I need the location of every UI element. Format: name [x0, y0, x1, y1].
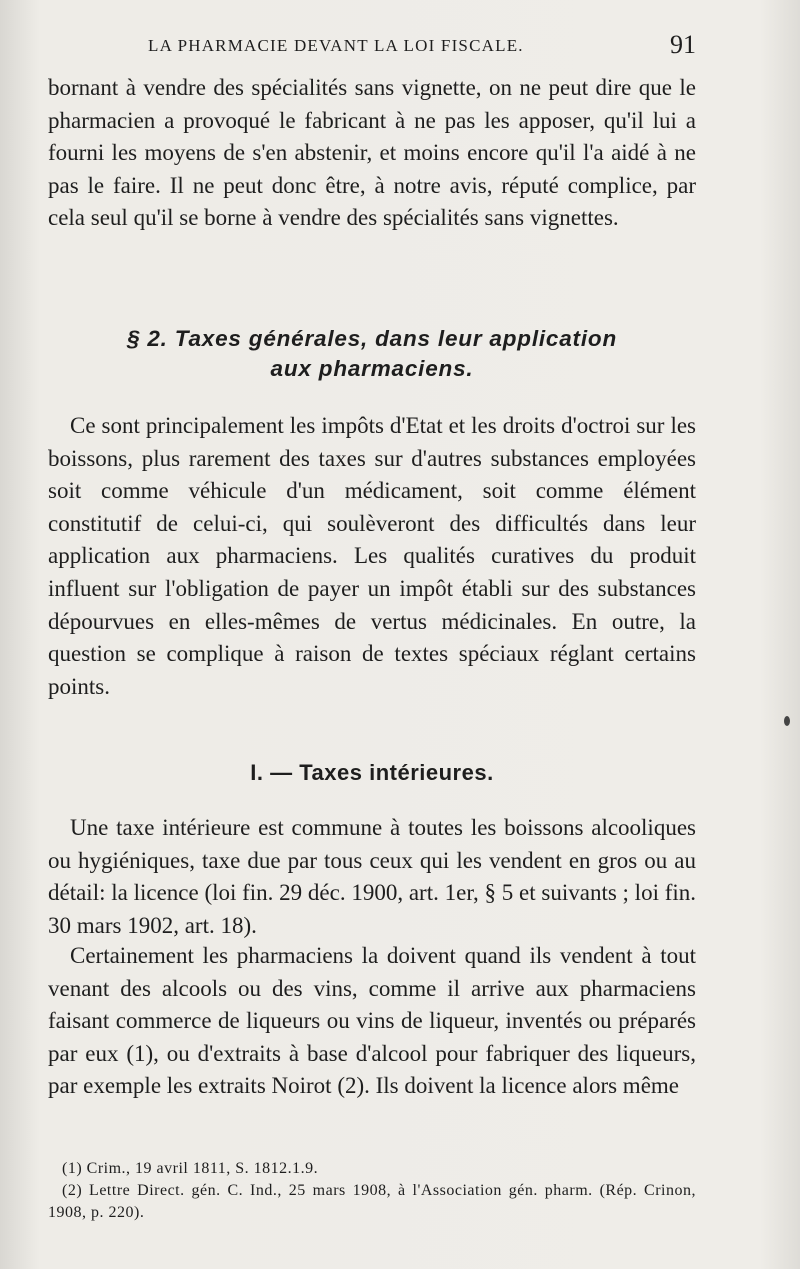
paragraph-3-container [48, 812, 696, 942]
page-number: 91 [670, 30, 696, 59]
subsection-heading: I. — Taxes intérieures. [250, 760, 494, 785]
paragraph-1-container [48, 72, 696, 235]
footnotes [48, 1158, 696, 1224]
footnote-2: (2) Lettre Direct. gén. C. Ind., 25 mars 1908, à l'Association gén. pharm. (Rép. Crinon, 1908, p. 220). [48, 1182, 696, 1221]
paragraph-2: Ce sont principalement les impôts d'Etat et les droits d'octroi sur les boissons, plus rarement des taxes sur d'autres substances employées soit comme véhicule d'un médicament, soit comme élément constitutif de celui-ci, qui soulèveront des difficultés dans leur application aux pharmaciens. Les qualités curatives du produit influent sur l'obligation de payer un impôt établi sur des substances dépourvues en elles-mêmes de vertus médicinales. En outre, la question se complique à raison de textes spéciaux réglant certains points. [48, 413, 696, 699]
section-title [48, 324, 696, 384]
section-title-line-1: § 2. Taxes générales, dans leur application [126, 326, 617, 351]
paragraph-3: Une taxe intérieure est commune à toutes les boissons alcooliques ou hygiéniques, taxe due par tous ceux qui les vendent en gros ou au détail: la licence (loi fin. 29 déc. 1900, art. 1er, § 5 et suivants ; loi fin. 30 mars 1902, art. 18). [48, 815, 697, 938]
section-title-line-2: aux pharmaciens. [270, 356, 474, 381]
paragraph-4-container [48, 940, 696, 1103]
paragraph-2-container [48, 410, 696, 703]
paragraph-4: Certainement les pharmaciens la doivent quand ils vendent à tout venant des alcools ou des vins, comme il arrive aux pharmaciens faisant commerce de liqueurs ou vins de liqueur, inventés ou préparés par eux (1), ou d'extraits à base d'alcool pour fabriquer des liqueurs, par exemple les extraits Noirot (2). Ils doivent la licence alors même [48, 943, 696, 1099]
ink-mark [784, 716, 790, 726]
paragraph-1: bornant à vendre des spécialités sans vignette, on ne peut dire que le pharmacien a provoqué le fabricant à ne pas les apposer, qu'il lui a fourni les moyens de s'en abstenir, et moins encore qu'il l'a aidé à ne pas le faire. Il ne peut donc être, à notre avis, réputé complice, par cela seul qu'il se borne à vendre des spécialités sans vignettes. [48, 75, 696, 231]
running-head: LA PHARMACIE DEVANT LA LOI FISCALE. [148, 36, 524, 55]
footnote-1: (1) Crim., 19 avril 1811, S. 1812.1.9. [62, 1160, 319, 1177]
